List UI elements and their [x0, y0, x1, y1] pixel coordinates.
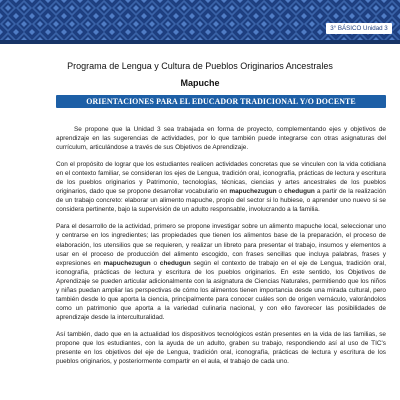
grade-badge: 3° BÁSICO Unidad 3 — [326, 23, 392, 34]
term-chedugun: chedugun — [284, 188, 315, 196]
paragraph-3-text-b: o — [150, 259, 160, 267]
paragraph-4-text: Así también, dado que en la actualidad los dispositivos tecnológicos están presentes en la vida de las familias, se propone que los estudiantes, con la ayuda de un adulto, graben su trabajo, respondiendo así al uso de TIC's presente en los objetivos del eje de Lengua, tradición oral, iconografía, prácticas de lectura y escritura de los pueblos originarios, y posteriormente compartir en el aula, el trabajo de cada uno. — [56, 330, 386, 366]
term-mapuchezugun: mapuchezugun — [229, 188, 277, 196]
paragraph-1-text: Se propone que la Unidad 3 sea trabajada en forma de proyecto, complementando ejes y objetivos de aprendizaje en las sugerencias de actividades, por lo que también puede integrarse con otras asignaturas del currículum, articulándose a través de sus Objetivos de Aprendizaje. — [56, 126, 386, 152]
people-name: Mapuche — [180, 78, 220, 88]
paragraph-3-text-c: según el contexto de trabajo en el eje de Lengua, tradición oral, iconografía, prácticas de lectura y escritura de los pueblos originarios. En este sentido, los Objetivos de Aprendizaje se pueden articular adicionalmente con la asignatura de Ciencias Naturales, permitiendo que los niños y niñas puedan ampliar las perspectivas de cómo los alimentos tienen importancia desde una mirada cultural, pero también desde lo que aporta la ciencia, principalmente para conocer cuáles son de origen vernáculo, valorándolos como un patrimonio que aporta a la variedad culinaria nacional, y con ello favorecer las posibilidades de aprendizaje desde la interculturalidad. — [56, 259, 386, 321]
paragraph-2 — [56, 160, 386, 214]
header-banner — [0, 0, 400, 44]
term-mapuchezugun: mapuchezugun — [103, 259, 151, 267]
section-title: ORIENTACIONES PARA EL EDUCADOR TRADICIONAL Y/O DOCENTE — [86, 97, 356, 106]
paragraph-3-text-a: Para el desarrollo de la actividad, primero se propone investigar sobre un alimento mapuche local, seleccionar uno y centrarse en los ingredientes; las propiedades que tienen los alimentos base de la preparación, el proceso de elaboración, los utensilios que se requieren, y realizar un libreto para presentar el trabajo, insumos y elementos a usar en el proceso de producción del alimento escogido, con frases sencillas que incluya palabras, frases y expresiones en — [56, 223, 386, 267]
paragraph-4 — [56, 330, 386, 366]
term-chedugun: chedugun — [159, 259, 191, 267]
woven-pattern-banner — [0, 0, 400, 44]
program-title: Programa de Lengua y Cultura de Pueblos Originarios Ancestrales — [67, 61, 333, 71]
paragraph-2-text-c: a partir de la realización de un trabajo concreto: elaborar un alimento mapuche, propio del sector si lo hubiese, o aprender uno nuevo si se considera pertinente, bajo la supervisión de un adulto responsable, involucrando a la familia. — [56, 188, 386, 214]
body-text — [56, 125, 386, 374]
section-header-bar — [56, 95, 386, 108]
paragraph-2-text-b: o — [276, 188, 285, 196]
paragraph-3 — [56, 222, 386, 322]
paragraph-2-text-a: Con el propósito de lograr que los estudiantes realicen actividades concretas que se vinculen con la vida cotidiana en el contexto familiar, se consideran los ejes de Lengua, tradición oral, iconografía, prácticas de lectura y escritura de los pueblos originarios y Patrimonio, tecnologías, técnicas, ciencias y artes ancestrales de los pueblos originarios, dado que se propone desarrollar vocabulario en — [56, 161, 386, 196]
paragraph-1 — [56, 125, 386, 152]
